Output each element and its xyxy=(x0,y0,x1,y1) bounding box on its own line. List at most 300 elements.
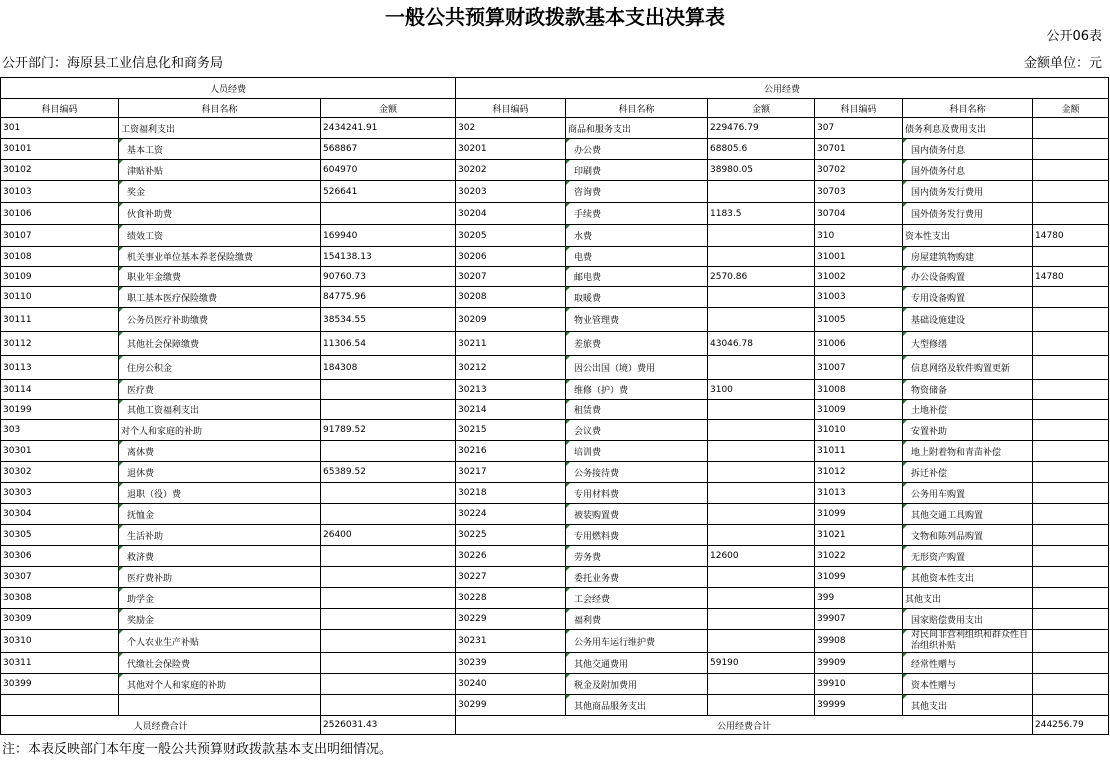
personnel-code-cell: 30302 xyxy=(1,462,119,483)
public-capital-name-cell: 资本性赠与 xyxy=(903,674,1033,695)
public-goods-name-cell: 专用材料费 xyxy=(566,483,708,504)
public-goods-name-cell: 公务用车运行维护费 xyxy=(566,630,708,653)
public-capital-name-cell: 信息网络及软件购置更新 xyxy=(903,356,1033,380)
personnel-amount-cell: 26400 xyxy=(321,525,456,546)
public-capital-name-cell: 公务用车购置 xyxy=(903,483,1033,504)
public-capital-name-cell: 其他支出 xyxy=(903,695,1033,716)
public-goods-code-cell: 30201 xyxy=(456,139,566,160)
footnote: 注：本表反映部门本年度一般公共预算财政拨款基本支出明细情况。 xyxy=(2,742,393,757)
public-goods-code-cell: 30224 xyxy=(456,504,566,525)
public-capital-name-cell: 国内债务发行费用 xyxy=(903,181,1033,203)
public-goods-code-cell: 30206 xyxy=(456,247,566,267)
table-row xyxy=(1,588,1109,609)
public-capital-amount-cell: 14780 xyxy=(1033,225,1109,247)
table-row xyxy=(1,653,1109,674)
public-goods-amount-cell xyxy=(708,462,815,483)
public-goods-amount-cell xyxy=(708,674,815,695)
personnel-amount-cell: 169940 xyxy=(321,225,456,247)
public-capital-code-cell: 31003 xyxy=(815,287,903,308)
table-row xyxy=(1,695,1109,716)
public-goods-name-cell: 会议费 xyxy=(566,420,708,441)
public-goods-name-cell: 物业管理费 xyxy=(566,308,708,332)
personnel-code-cell: 30399 xyxy=(1,674,119,695)
public-goods-code-cell: 30202 xyxy=(456,160,566,181)
public-capital-name-cell: 对民间非营利组织和群众性自治组织补贴 xyxy=(903,630,1033,653)
personnel-name-cell: 对个人和家庭的补助 xyxy=(119,420,321,441)
public-goods-code-cell: 30216 xyxy=(456,441,566,462)
public-capital-name-cell: 其他资本性支出 xyxy=(903,567,1033,588)
personnel-amount-cell xyxy=(321,483,456,504)
public-goods-name-cell: 印刷费 xyxy=(566,160,708,181)
public-capital-amount-cell xyxy=(1033,630,1109,653)
personnel-amount-cell xyxy=(321,630,456,653)
personnel-amount-cell xyxy=(321,400,456,420)
public-capital-code-cell: 30702 xyxy=(815,160,903,181)
personnel-amount-cell: 91789.52 xyxy=(321,420,456,441)
public-goods-amount-cell xyxy=(708,308,815,332)
table-row xyxy=(1,420,1109,441)
personnel-name-cell: 抚恤金 xyxy=(119,504,321,525)
public-goods-amount-cell xyxy=(708,247,815,267)
public-goods-amount-cell xyxy=(708,483,815,504)
public-capital-name-cell: 专用设备购置 xyxy=(903,287,1033,308)
public-goods-code-cell: 30208 xyxy=(456,287,566,308)
public-goods-code-cell: 30203 xyxy=(456,181,566,203)
public-goods-name-cell: 咨询费 xyxy=(566,181,708,203)
table-row xyxy=(1,630,1109,653)
public-goods-amount-cell xyxy=(708,356,815,380)
public-capital-code-cell: 31007 xyxy=(815,356,903,380)
col-header-code: 科目编码 xyxy=(815,99,903,118)
public-goods-code-cell: 30211 xyxy=(456,332,566,356)
public-goods-amount-cell xyxy=(708,504,815,525)
public-goods-name-cell: 租赁费 xyxy=(566,400,708,420)
public-capital-name-cell: 国外债务付息 xyxy=(903,160,1033,181)
table-row xyxy=(1,441,1109,462)
public-capital-amount-cell xyxy=(1033,420,1109,441)
public-capital-name-cell: 文物和陈列品购置 xyxy=(903,525,1033,546)
public-goods-name-cell: 其他交通费用 xyxy=(566,653,708,674)
public-capital-amount-cell xyxy=(1033,567,1109,588)
public-capital-name-cell: 无形资产购置 xyxy=(903,546,1033,567)
table-row xyxy=(1,332,1109,356)
public-capital-code-cell: 31009 xyxy=(815,400,903,420)
personnel-amount-cell: 65389.52 xyxy=(321,462,456,483)
col-header-code: 科目编码 xyxy=(456,99,566,118)
public-capital-code-cell: 31010 xyxy=(815,420,903,441)
public-goods-amount-cell xyxy=(708,181,815,203)
public-capital-code-cell: 39999 xyxy=(815,695,903,716)
table-row xyxy=(1,356,1109,380)
table-row xyxy=(1,181,1109,203)
public-capital-amount-cell xyxy=(1033,356,1109,380)
public-goods-amount-cell xyxy=(708,609,815,630)
personnel-name-cell: 医疗费 xyxy=(119,380,321,400)
public-goods-code-cell: 30299 xyxy=(456,695,566,716)
public-goods-name-cell: 福利费 xyxy=(566,609,708,630)
table-row xyxy=(1,203,1109,225)
col-header-amount: 金额 xyxy=(708,99,815,118)
personnel-amount-cell xyxy=(321,695,456,716)
personnel-code-cell: 303 xyxy=(1,420,119,441)
personnel-code-cell: 30111 xyxy=(1,308,119,332)
form-number: 公开06表 xyxy=(1046,29,1102,44)
public-capital-name-cell: 安置补助 xyxy=(903,420,1033,441)
public-goods-code-cell: 30207 xyxy=(456,267,566,287)
public-goods-amount-cell: 229476.79 xyxy=(708,118,815,139)
public-capital-code-cell: 30703 xyxy=(815,181,903,203)
public-capital-code-cell: 31011 xyxy=(815,441,903,462)
public-goods-code-cell: 30204 xyxy=(456,203,566,225)
table-row xyxy=(1,546,1109,567)
public-capital-amount-cell xyxy=(1033,653,1109,674)
public-goods-code-cell: 30227 xyxy=(456,567,566,588)
personnel-amount-cell: 154138.13 xyxy=(321,247,456,267)
public-goods-code-cell: 30228 xyxy=(456,588,566,609)
public-goods-amount-cell xyxy=(708,225,815,247)
personnel-code-cell: 30114 xyxy=(1,380,119,400)
public-capital-name-cell: 国家赔偿费用支出 xyxy=(903,609,1033,630)
public-goods-amount-cell xyxy=(708,567,815,588)
personnel-name-cell: 医疗费补助 xyxy=(119,567,321,588)
public-goods-code-cell: 30213 xyxy=(456,380,566,400)
personnel-amount-cell xyxy=(321,380,456,400)
public-goods-name-cell: 委托业务费 xyxy=(566,567,708,588)
personnel-amount-cell xyxy=(321,609,456,630)
public-goods-code-cell: 30231 xyxy=(456,630,566,653)
personnel-name-cell: 基本工资 xyxy=(119,139,321,160)
public-goods-code-cell: 30239 xyxy=(456,653,566,674)
table-row xyxy=(1,247,1109,267)
personnel-name-cell: 机关事业单位基本养老保险缴费 xyxy=(119,247,321,267)
public-goods-name-cell: 税金及附加费用 xyxy=(566,674,708,695)
public-goods-amount-cell: 3100 xyxy=(708,380,815,400)
public-goods-amount-cell xyxy=(708,441,815,462)
public-goods-name-cell: 因公出国（境）费用 xyxy=(566,356,708,380)
public-goods-code-cell: 30212 xyxy=(456,356,566,380)
personnel-name-cell: 离休费 xyxy=(119,441,321,462)
personnel-name-cell: 其他对个人和家庭的补助 xyxy=(119,674,321,695)
public-goods-name-cell: 专用燃料费 xyxy=(566,525,708,546)
personnel-code-cell: 30311 xyxy=(1,653,119,674)
public-goods-code-cell: 30226 xyxy=(456,546,566,567)
personnel-code-cell: 30305 xyxy=(1,525,119,546)
col-header-name: 科目名称 xyxy=(566,99,708,118)
table-row xyxy=(1,567,1109,588)
public-capital-name-cell: 其他支出 xyxy=(903,588,1033,609)
public-goods-name-cell: 取暖费 xyxy=(566,287,708,308)
public-goods-name-cell: 水费 xyxy=(566,225,708,247)
public-goods-amount-cell xyxy=(708,588,815,609)
public-capital-code-cell: 30704 xyxy=(815,203,903,225)
personnel-name-cell: 退职（役）费 xyxy=(119,483,321,504)
public-goods-code-cell: 30240 xyxy=(456,674,566,695)
col-header-code: 科目编码 xyxy=(1,99,119,118)
public-goods-amount-cell xyxy=(708,400,815,420)
public-capital-code-cell: 31099 xyxy=(815,504,903,525)
public-capital-code-cell: 31022 xyxy=(815,546,903,567)
personnel-code-cell: 30102 xyxy=(1,160,119,181)
public-capital-code-cell: 31099 xyxy=(815,567,903,588)
public-capital-amount-cell xyxy=(1033,139,1109,160)
public-capital-name-cell: 国外债务发行费用 xyxy=(903,203,1033,225)
personnel-name-cell: 助学金 xyxy=(119,588,321,609)
table-row xyxy=(1,400,1109,420)
public-capital-name-cell: 基础设施建设 xyxy=(903,308,1033,332)
table-row xyxy=(1,380,1109,400)
col-header-name: 科目名称 xyxy=(119,99,321,118)
table-row xyxy=(1,525,1109,546)
public-total-label: 公用经费合计 xyxy=(456,716,1033,735)
public-goods-code-cell: 30205 xyxy=(456,225,566,247)
public-capital-amount-cell xyxy=(1033,546,1109,567)
public-goods-code-cell: 30229 xyxy=(456,609,566,630)
public-capital-name-cell: 大型修缮 xyxy=(903,332,1033,356)
personnel-amount-cell: 38534.55 xyxy=(321,308,456,332)
table-row xyxy=(1,287,1109,308)
personnel-name-cell: 住房公积金 xyxy=(119,356,321,380)
personnel-amount-cell: 184308 xyxy=(321,356,456,380)
public-capital-amount-cell xyxy=(1033,203,1109,225)
public-goods-amount-cell: 2570.86 xyxy=(708,267,815,287)
public-capital-amount-cell xyxy=(1033,695,1109,716)
personnel-amount-cell: 2434241.91 xyxy=(321,118,456,139)
personnel-name-cell: 其他社会保障缴费 xyxy=(119,332,321,356)
col-header-name: 科目名称 xyxy=(903,99,1033,118)
public-goods-name-cell: 培训费 xyxy=(566,441,708,462)
public-capital-name-cell: 经常性赠与 xyxy=(903,653,1033,674)
public-capital-code-cell: 31001 xyxy=(815,247,903,267)
table-row xyxy=(1,462,1109,483)
public-capital-code-cell: 31021 xyxy=(815,525,903,546)
personnel-name-cell: 救济费 xyxy=(119,546,321,567)
public-goods-amount-cell: 43046.78 xyxy=(708,332,815,356)
public-goods-amount-cell: 1183.5 xyxy=(708,203,815,225)
public-capital-amount-cell xyxy=(1033,118,1109,139)
public-capital-name-cell: 房屋建筑物购建 xyxy=(903,247,1033,267)
personnel-code-cell: 30113 xyxy=(1,356,119,380)
table-row xyxy=(1,609,1109,630)
public-capital-amount-cell xyxy=(1033,462,1109,483)
personnel-total-amount: 2526031.43 xyxy=(321,716,456,735)
public-capital-amount-cell xyxy=(1033,441,1109,462)
public-capital-code-cell: 31012 xyxy=(815,462,903,483)
public-goods-name-cell: 其他商品服务支出 xyxy=(566,695,708,716)
public-total-amount: 244256.79 xyxy=(1033,716,1109,735)
public-goods-amount-cell: 59190 xyxy=(708,653,815,674)
public-goods-amount-cell: 38980.05 xyxy=(708,160,815,181)
public-capital-amount-cell xyxy=(1033,287,1109,308)
personnel-code-cell: 301 xyxy=(1,118,119,139)
col-header-amount: 金额 xyxy=(1033,99,1109,118)
public-capital-name-cell: 其他交通工具购置 xyxy=(903,504,1033,525)
public-capital-amount-cell xyxy=(1033,504,1109,525)
public-capital-code-cell: 310 xyxy=(815,225,903,247)
public-capital-code-cell: 39908 xyxy=(815,630,903,653)
group-header-public: 公用经费 xyxy=(456,78,1109,99)
public-goods-code-cell: 30217 xyxy=(456,462,566,483)
personnel-name-cell: 其他工资福利支出 xyxy=(119,400,321,420)
personnel-amount-cell xyxy=(321,567,456,588)
personnel-amount-cell xyxy=(321,674,456,695)
public-goods-amount-cell xyxy=(708,525,815,546)
group-header-personnel: 人员经费 xyxy=(1,78,456,99)
personnel-name-cell: 代缴社会保险费 xyxy=(119,653,321,674)
personnel-code-cell: 30110 xyxy=(1,287,119,308)
public-goods-name-cell: 公务接待费 xyxy=(566,462,708,483)
personnel-name-cell: 个人农业生产补贴 xyxy=(119,630,321,653)
personnel-code-cell: 30306 xyxy=(1,546,119,567)
personnel-amount-cell xyxy=(321,504,456,525)
public-capital-amount-cell xyxy=(1033,674,1109,695)
public-goods-name-cell: 被装购置费 xyxy=(566,504,708,525)
personnel-code-cell: 30101 xyxy=(1,139,119,160)
public-capital-code-cell: 30701 xyxy=(815,139,903,160)
public-goods-name-cell: 工会经费 xyxy=(566,588,708,609)
department-label: 公开部门：海原县工业信息化和商务局 xyxy=(2,56,224,71)
public-capital-code-cell: 39910 xyxy=(815,674,903,695)
personnel-name-cell: 奖励金 xyxy=(119,609,321,630)
personnel-name-cell: 退休费 xyxy=(119,462,321,483)
personnel-name-cell: 生活补助 xyxy=(119,525,321,546)
personnel-amount-cell xyxy=(321,203,456,225)
public-capital-amount-cell xyxy=(1033,247,1109,267)
public-capital-amount-cell xyxy=(1033,308,1109,332)
table-row xyxy=(1,225,1109,247)
public-goods-code-cell: 30215 xyxy=(456,420,566,441)
personnel-code-cell: 30309 xyxy=(1,609,119,630)
public-goods-code-cell: 30225 xyxy=(456,525,566,546)
personnel-code-cell: 30112 xyxy=(1,332,119,356)
personnel-code-cell: 30108 xyxy=(1,247,119,267)
personnel-code-cell: 30307 xyxy=(1,567,119,588)
public-capital-amount-cell xyxy=(1033,400,1109,420)
personnel-name-cell: 津贴补贴 xyxy=(119,160,321,181)
public-goods-amount-cell: 12600 xyxy=(708,546,815,567)
personnel-amount-cell: 90760.73 xyxy=(321,267,456,287)
personnel-amount-cell xyxy=(321,441,456,462)
public-goods-name-cell: 劳务费 xyxy=(566,546,708,567)
public-capital-code-cell: 31013 xyxy=(815,483,903,504)
public-goods-amount-cell xyxy=(708,420,815,441)
public-capital-amount-cell xyxy=(1033,332,1109,356)
public-capital-code-cell: 399 xyxy=(815,588,903,609)
public-capital-name-cell: 物资储备 xyxy=(903,380,1033,400)
personnel-name-cell: 奖金 xyxy=(119,181,321,203)
public-goods-name-cell: 电费 xyxy=(566,247,708,267)
table-row xyxy=(1,139,1109,160)
personnel-name-cell: 职工基本医疗保险缴费 xyxy=(119,287,321,308)
personnel-amount-cell: 568867 xyxy=(321,139,456,160)
personnel-total-label: 人员经费合计 xyxy=(1,716,321,735)
public-goods-name-cell: 手续费 xyxy=(566,203,708,225)
public-capital-name-cell: 国内债务付息 xyxy=(903,139,1033,160)
personnel-code-cell: 30109 xyxy=(1,267,119,287)
public-goods-amount-cell xyxy=(708,287,815,308)
personnel-name-cell: 绩效工资 xyxy=(119,225,321,247)
expenditure-table xyxy=(0,77,1109,735)
table-row xyxy=(1,118,1109,139)
personnel-code-cell: 30310 xyxy=(1,630,119,653)
amount-unit-label: 金额单位：元 xyxy=(1023,56,1102,71)
personnel-code-cell: 30103 xyxy=(1,181,119,203)
personnel-amount-cell: 11306.54 xyxy=(321,332,456,356)
personnel-code-cell: 30308 xyxy=(1,588,119,609)
public-capital-code-cell: 31008 xyxy=(815,380,903,400)
personnel-amount-cell xyxy=(321,546,456,567)
public-capital-amount-cell xyxy=(1033,525,1109,546)
public-goods-code-cell: 30214 xyxy=(456,400,566,420)
public-goods-name-cell: 邮电费 xyxy=(566,267,708,287)
personnel-amount-cell: 604970 xyxy=(321,160,456,181)
public-goods-code-cell: 30218 xyxy=(456,483,566,504)
public-capital-amount-cell: 14780 xyxy=(1033,267,1109,287)
table-body xyxy=(1,118,1109,716)
public-goods-code-cell: 302 xyxy=(456,118,566,139)
public-capital-amount-cell xyxy=(1033,160,1109,181)
personnel-code-cell: 30199 xyxy=(1,400,119,420)
personnel-code-cell xyxy=(1,695,119,716)
public-goods-code-cell: 30209 xyxy=(456,308,566,332)
personnel-name-cell: 职业年金缴费 xyxy=(119,267,321,287)
public-goods-amount-cell: 68805.6 xyxy=(708,139,815,160)
personnel-name-cell: 公务员医疗补助缴费 xyxy=(119,308,321,332)
public-goods-amount-cell xyxy=(708,630,815,653)
personnel-amount-cell xyxy=(321,653,456,674)
col-header-amount: 金额 xyxy=(321,99,456,118)
public-goods-name-cell: 差旅费 xyxy=(566,332,708,356)
personnel-name-cell xyxy=(119,695,321,716)
table-row xyxy=(1,267,1109,287)
personnel-code-cell: 30303 xyxy=(1,483,119,504)
public-capital-name-cell: 拆迁补偿 xyxy=(903,462,1033,483)
personnel-code-cell: 30304 xyxy=(1,504,119,525)
public-goods-name-cell: 商品和服务支出 xyxy=(566,118,708,139)
public-capital-name-cell: 土地补偿 xyxy=(903,400,1033,420)
personnel-code-cell: 30107 xyxy=(1,225,119,247)
table-title: 一般公共预算财政拨款基本支出决算表 xyxy=(385,5,725,29)
table-row xyxy=(1,160,1109,181)
public-capital-code-cell: 307 xyxy=(815,118,903,139)
personnel-amount-cell: 526641 xyxy=(321,181,456,203)
public-capital-amount-cell xyxy=(1033,380,1109,400)
table-row xyxy=(1,308,1109,332)
public-capital-name-cell: 办公设备购置 xyxy=(903,267,1033,287)
public-capital-code-cell: 31005 xyxy=(815,308,903,332)
public-capital-code-cell: 31006 xyxy=(815,332,903,356)
public-capital-code-cell: 31002 xyxy=(815,267,903,287)
public-capital-name-cell: 债务利息及费用支出 xyxy=(903,118,1033,139)
public-goods-name-cell: 办公费 xyxy=(566,139,708,160)
public-goods-amount-cell xyxy=(708,695,815,716)
public-capital-amount-cell xyxy=(1033,483,1109,504)
personnel-name-cell: 伙食补助费 xyxy=(119,203,321,225)
public-capital-amount-cell xyxy=(1033,588,1109,609)
personnel-amount-cell: 84775.96 xyxy=(321,287,456,308)
personnel-code-cell: 30106 xyxy=(1,203,119,225)
public-capital-name-cell: 地上附着物和青苗补偿 xyxy=(903,441,1033,462)
public-capital-amount-cell xyxy=(1033,609,1109,630)
public-capital-name-cell: 资本性支出 xyxy=(903,225,1033,247)
public-capital-amount-cell xyxy=(1033,181,1109,203)
table-row xyxy=(1,504,1109,525)
personnel-code-cell: 30301 xyxy=(1,441,119,462)
table-row xyxy=(1,674,1109,695)
public-capital-code-cell: 39909 xyxy=(815,653,903,674)
public-goods-name-cell: 维修（护）费 xyxy=(566,380,708,400)
personnel-amount-cell xyxy=(321,588,456,609)
table-row xyxy=(1,483,1109,504)
